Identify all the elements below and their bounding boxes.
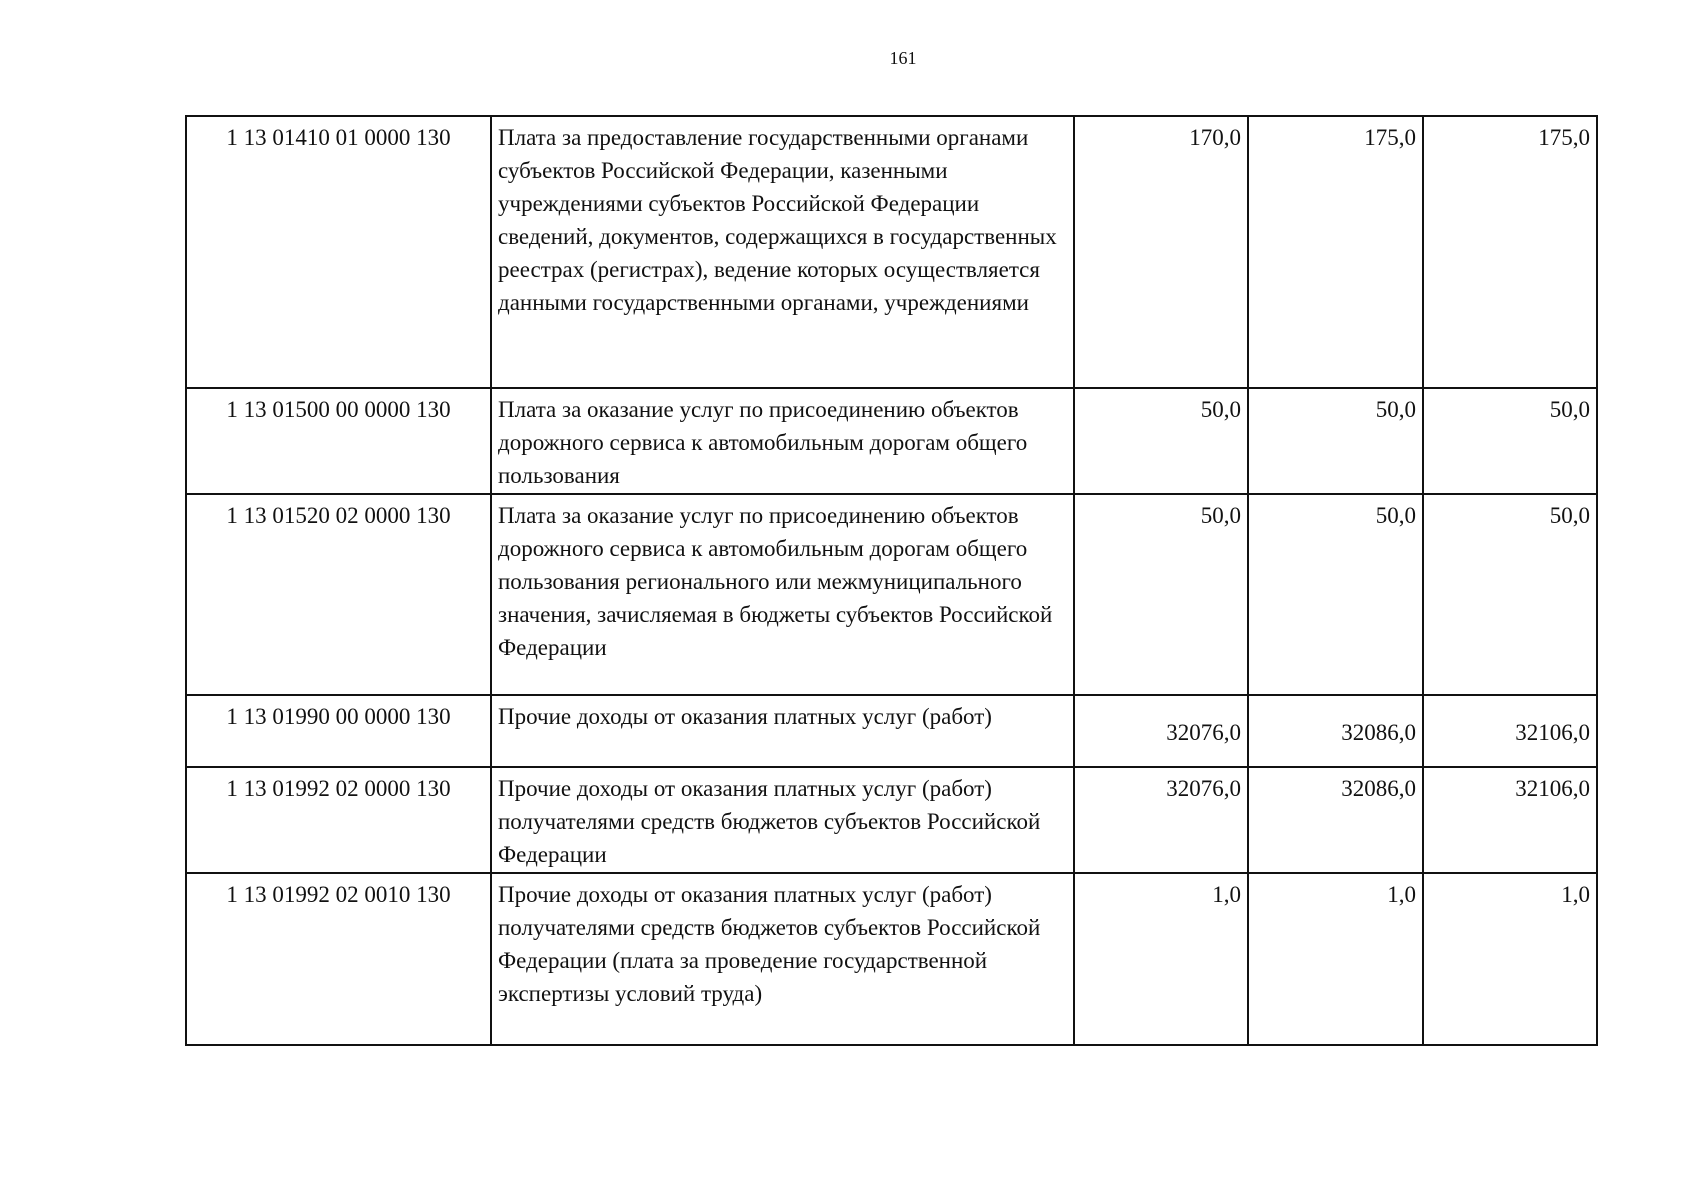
row-value-2: 50,0 [1248, 494, 1423, 695]
row-value-2: 32086,0 [1248, 695, 1423, 767]
row-value-2: 1,0 [1248, 873, 1423, 1045]
row-value-1: 32076,0 [1074, 695, 1248, 767]
row-value-2: 50,0 [1248, 388, 1423, 494]
row-value-3: 50,0 [1423, 388, 1597, 494]
row-value-3: 50,0 [1423, 494, 1597, 695]
row-name: Прочие доходы от оказания платных услуг (работ) [491, 695, 1074, 767]
table-row [186, 695, 1597, 767]
table-row [186, 388, 1597, 494]
row-name: Прочие доходы от оказания платных услуг (работ) получателями средств бюджетов субъектов Российской Федерации (плата за проведение государственной экспертизы условий труда) [491, 873, 1074, 1045]
table-row [186, 116, 1597, 388]
row-value-1: 32076,0 [1074, 767, 1248, 873]
page-number: 161 [889, 48, 917, 68]
row-name: Плата за предоставление государственными органами субъектов Российской Федерации, казенными учреждениями субъектов Российской Федерации сведений, документов, содержащихся в государственных реестрах (регистрах), ведение которых осуществляется данными государственными органами, учреждениями [491, 116, 1074, 388]
row-code: 1 13 01520 02 0000 130 [186, 494, 491, 695]
row-name: Плата за оказание услуг по присоединению объектов дорожного сервиса к автомобильным дорогам общего пользования регионального или межмуниципального значения, зачисляемая в бюджеты субъектов Российской Федерации [491, 494, 1074, 695]
row-name: Прочие доходы от оказания платных услуг (работ) получателями средств бюджетов субъектов Российской Федерации [491, 767, 1074, 873]
row-code: 1 13 01500 00 0000 130 [186, 388, 491, 494]
row-code: 1 13 01990 00 0000 130 [186, 695, 491, 767]
row-value-1: 50,0 [1074, 388, 1248, 494]
row-code: 1 13 01992 02 0010 130 [186, 873, 491, 1045]
row-value-3: 175,0 [1423, 116, 1597, 388]
row-value-1: 1,0 [1074, 873, 1248, 1045]
row-value-3: 32106,0 [1423, 695, 1597, 767]
row-name: Плата за оказание услуг по присоединению объектов дорожного сервиса к автомобильным дорогам общего пользования [491, 388, 1074, 494]
row-value-3: 32106,0 [1423, 767, 1597, 873]
row-value-2: 32086,0 [1248, 767, 1423, 873]
row-value-3: 1,0 [1423, 873, 1597, 1045]
table-row [186, 767, 1597, 873]
budget-table [185, 115, 1598, 1046]
row-code: 1 13 01992 02 0000 130 [186, 767, 491, 873]
row-value-2: 175,0 [1248, 116, 1423, 388]
row-code: 1 13 01410 01 0000 130 [186, 116, 491, 388]
row-value-1: 50,0 [1074, 494, 1248, 695]
table-row [186, 873, 1597, 1045]
row-value-1: 170,0 [1074, 116, 1248, 388]
table-row [186, 494, 1597, 695]
